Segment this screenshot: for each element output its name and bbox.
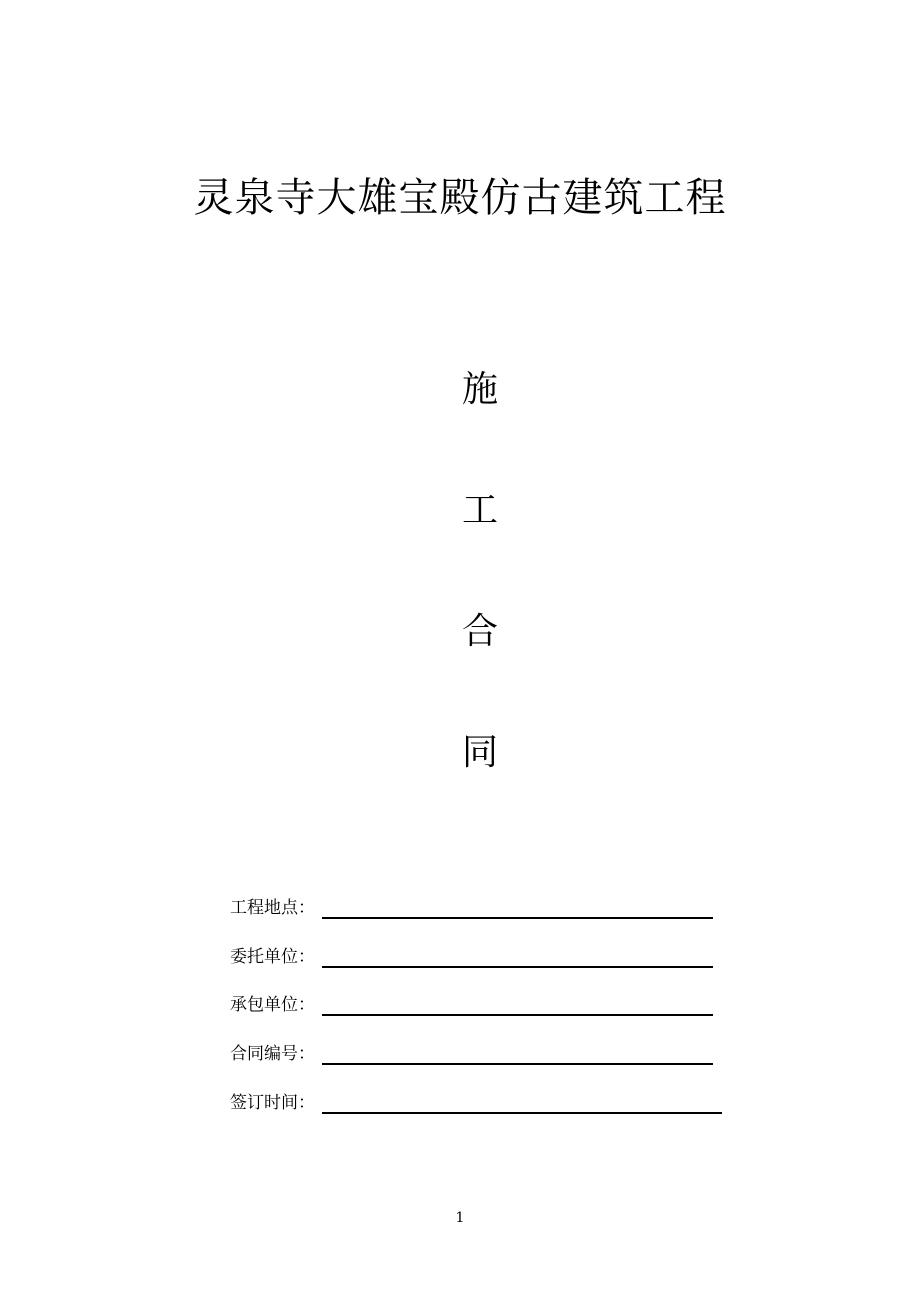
field-contract-number (230, 1040, 730, 1068)
field-label: 委托单位： (230, 947, 315, 967)
fill-in-line (322, 1112, 722, 1114)
field-contractor-unit (230, 991, 730, 1019)
page-number: 1 (455, 1210, 465, 1226)
doc-type-char-1: 施 (461, 369, 498, 410)
field-signing-date (230, 1089, 730, 1117)
doc-type-char-2: 工 (461, 490, 498, 531)
fill-in-line (322, 1063, 713, 1065)
doc-type-char-3: 合 (461, 611, 498, 652)
field-label: 合同编号： (230, 1044, 315, 1064)
fill-in-line (322, 966, 713, 968)
fill-in-line (322, 1014, 713, 1016)
field-client-unit (230, 943, 730, 971)
field-project-location (230, 894, 730, 922)
project-title: 灵泉寺大雄宝殿仿古建筑工程 (193, 175, 727, 221)
field-label: 工程地点： (230, 898, 315, 918)
field-label: 承包单位： (230, 995, 315, 1015)
field-label: 签订时间： (230, 1093, 315, 1113)
doc-type-char-4: 同 (461, 732, 498, 773)
fill-in-line (322, 917, 713, 919)
